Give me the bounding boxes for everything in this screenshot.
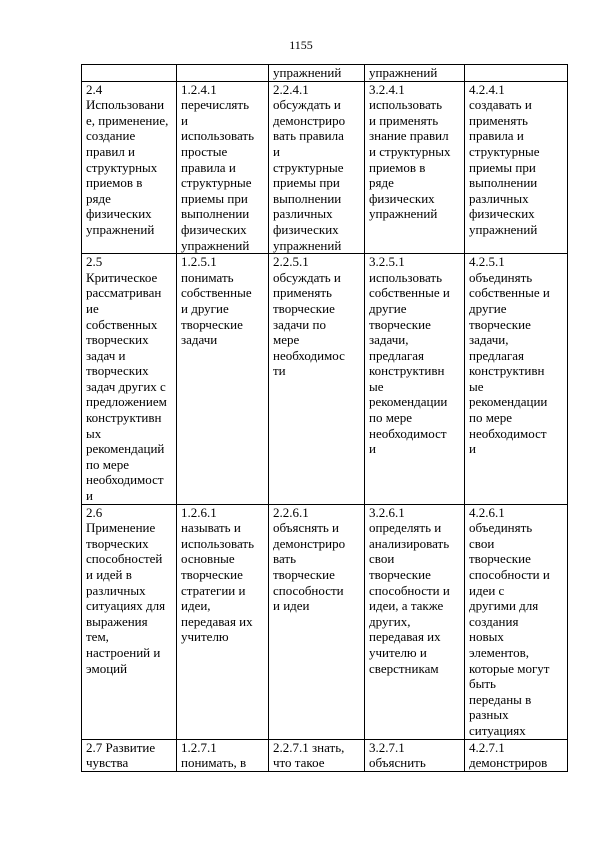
- cell-text-line: другие: [469, 300, 507, 316]
- cell-text-line: необходимост: [469, 425, 547, 441]
- cell-text-line: простые: [181, 143, 228, 159]
- cell-text-line: физических: [369, 190, 435, 206]
- cell-text-line: по мере: [369, 410, 412, 426]
- cell-text-line: передавая их: [181, 613, 253, 629]
- cell-text-line: 2.2.6.1: [273, 504, 309, 520]
- cell-text-line: 1.2.7.1: [181, 739, 217, 755]
- cell-text-line: 4.2.4.1: [469, 81, 505, 97]
- cell-text-line: различных: [273, 206, 333, 222]
- cell-text-line: новых: [469, 629, 504, 645]
- cell-text-line: и применять: [369, 112, 439, 128]
- cell-text-line: упражнений: [369, 65, 438, 80]
- cell-text-line: вать: [273, 551, 297, 567]
- cell-text-line: элементов,: [469, 644, 529, 660]
- table-row: [82, 254, 568, 505]
- table-cell: [365, 504, 465, 739]
- cell-text-line: понимать: [181, 269, 234, 285]
- cell-text-line: конструктивн: [86, 410, 162, 426]
- table-cell: [269, 65, 365, 82]
- cell-text-line: способностей: [86, 551, 163, 567]
- cell-text-line: по мере: [86, 456, 129, 472]
- cell-text-line: предлагая: [369, 347, 425, 363]
- cell-text-line: способности: [273, 582, 344, 598]
- cell-text-line: перечислять: [181, 97, 250, 113]
- cell-text-line: структурные: [181, 175, 252, 191]
- cell-text-line: выполнении: [273, 190, 342, 206]
- cell-text-line: основные: [181, 551, 235, 567]
- cell-text-line: упражнений: [273, 237, 342, 253]
- cell-text-line: рекомендаций: [86, 441, 165, 457]
- cell-text-line: конструктивн: [469, 363, 545, 379]
- table-cell: [82, 504, 177, 739]
- table-cell: [177, 81, 269, 254]
- table-cell: [465, 504, 568, 739]
- cell-text-line: рекомендации: [369, 394, 448, 410]
- cell-text-line: ые: [369, 378, 384, 394]
- cell-text-line: свои: [369, 551, 395, 567]
- cell-text-line: идеи, а также: [369, 598, 444, 614]
- cell-text-line: обсуждать и: [273, 97, 341, 113]
- cell-text-line: творческие: [469, 551, 531, 567]
- cell-text-line: задачи: [181, 332, 218, 348]
- cell-text-line: мере: [273, 332, 300, 348]
- cell-text-line: творческие: [181, 316, 243, 332]
- cell-text-line: и другие: [181, 300, 229, 316]
- cell-text-line: 1.2.5.1: [181, 254, 217, 270]
- cell-text-line: создавать и: [469, 97, 532, 113]
- cell-text-line: приемов в: [86, 175, 143, 191]
- cell-text-line: и: [86, 488, 93, 504]
- cell-text-line: эмоций: [86, 660, 128, 676]
- cell-text-line: задач и: [86, 347, 126, 363]
- cell-text-line: и идеи: [273, 598, 310, 614]
- cell-text-line: выражения: [86, 613, 148, 629]
- table-cell: [365, 739, 465, 771]
- table-cell: [269, 504, 365, 739]
- table-row: [82, 739, 568, 771]
- cell-text-line: е, применение,: [86, 112, 169, 128]
- cell-text-line: рекомендации: [469, 394, 548, 410]
- table-cell: [177, 739, 269, 771]
- cell-text-line: настроений и: [86, 644, 161, 660]
- cell-text-line: способности и: [469, 567, 550, 582]
- cell-text-line: идеи с: [469, 582, 505, 598]
- cell-text-line: разных: [469, 707, 509, 723]
- cell-text-line: творческих: [86, 332, 149, 348]
- cell-text-line: 3.2.6.1: [369, 504, 405, 520]
- table-cell: [465, 65, 568, 82]
- cell-text-line: структурные: [273, 159, 344, 175]
- cell-text-line: учителю и: [369, 644, 427, 660]
- cell-text-line: 4.2.5.1: [469, 254, 505, 270]
- standards-table: [81, 64, 568, 772]
- cell-text-line: физических: [86, 206, 152, 222]
- cell-text-line: упражнений: [469, 221, 538, 237]
- cell-text-line: конструктивн: [369, 363, 445, 379]
- cell-text-line: физических: [273, 221, 339, 237]
- standards-table-body: [82, 65, 568, 772]
- cell-text-line: демонстриров: [469, 755, 548, 771]
- cell-text-line: сверстникам: [369, 660, 439, 676]
- cell-text-line: задачи,: [469, 332, 509, 348]
- cell-text-line: что такое: [273, 755, 325, 771]
- cell-text-line: ие: [86, 300, 99, 316]
- cell-text-line: упражнений: [86, 221, 155, 237]
- cell-text-line: применять: [273, 285, 332, 301]
- cell-text-line: применять: [469, 112, 528, 128]
- cell-text-line: 3.2.5.1: [369, 254, 405, 270]
- cell-text-line: правила и: [181, 159, 236, 175]
- cell-text-line: предлагая: [469, 347, 525, 363]
- table-cell: [365, 65, 465, 82]
- cell-text-line: объединять: [469, 520, 533, 536]
- table-row: [82, 81, 568, 254]
- cell-text-line: свои: [469, 535, 495, 551]
- cell-text-line: структурных: [86, 159, 158, 175]
- cell-text-line: собственные: [181, 285, 252, 301]
- cell-text-line: быть: [469, 676, 496, 692]
- cell-text-line: демонстриро: [273, 112, 346, 128]
- cell-text-line: рассматриван: [86, 285, 162, 301]
- cell-text-line: знание правил: [369, 128, 449, 144]
- table-row: [82, 65, 568, 82]
- cell-text-line: творческие: [273, 300, 335, 316]
- table-cell: [365, 254, 465, 505]
- cell-text-line: других,: [369, 613, 411, 629]
- table-cell: [82, 65, 177, 82]
- cell-text-line: 2.4: [86, 81, 103, 97]
- cell-text-line: учителю: [181, 629, 229, 645]
- cell-text-line: объяснить: [369, 755, 426, 771]
- cell-text-line: творческие: [369, 316, 431, 332]
- cell-text-line: физических: [469, 206, 535, 222]
- cell-text-line: способности и: [369, 582, 450, 598]
- cell-text-line: 1.2.6.1: [181, 504, 217, 520]
- cell-text-line: стратегии и: [181, 582, 246, 598]
- cell-text-line: творческие: [181, 567, 243, 582]
- table-cell: [365, 81, 465, 254]
- table-cell: [465, 739, 568, 771]
- cell-text-line: объединять: [469, 269, 533, 285]
- cell-text-line: создание: [86, 128, 136, 144]
- cell-text-line: необходимост: [86, 472, 164, 488]
- cell-text-line: ые: [469, 378, 484, 394]
- table-row: [82, 504, 568, 739]
- cell-text-line: творческих: [86, 363, 149, 379]
- cell-text-line: творческие: [369, 567, 431, 582]
- cell-text-line: 4.2.7.1: [469, 739, 505, 755]
- cell-text-line: собственные и: [369, 285, 450, 301]
- cell-text-line: задачи,: [369, 332, 409, 348]
- cell-text-line: демонстриро: [273, 535, 346, 551]
- cell-text-line: творческих: [86, 535, 149, 551]
- cell-text-line: тем,: [86, 629, 109, 645]
- cell-text-line: 2.5: [86, 254, 103, 270]
- cell-text-line: предложением: [86, 394, 167, 410]
- cell-text-line: различных: [86, 582, 146, 598]
- cell-text-line: упражнений: [273, 65, 342, 80]
- cell-text-line: которые могут: [469, 660, 550, 676]
- cell-text-line: ряде: [86, 190, 111, 206]
- cell-text-line: ситуациях: [469, 722, 526, 738]
- table-cell: [269, 739, 365, 771]
- table-cell: [177, 65, 269, 82]
- cell-text-line: обсуждать и: [273, 269, 341, 285]
- cell-text-line: различных: [469, 190, 529, 206]
- table-cell: [269, 81, 365, 254]
- page-number: 1155: [289, 38, 313, 52]
- cell-text-line: приемы при: [273, 175, 340, 191]
- cell-text-line: Применение: [86, 520, 156, 536]
- cell-text-line: необходимос: [273, 347, 345, 363]
- cell-text-line: понимать, в: [181, 755, 247, 771]
- cell-text-line: чувства: [86, 755, 129, 771]
- cell-text-line: физических: [181, 221, 247, 237]
- cell-text-line: структурные: [469, 143, 540, 159]
- cell-text-line: передавая их: [369, 629, 441, 645]
- cell-text-line: другие: [369, 300, 407, 316]
- table-cell: [177, 254, 269, 505]
- table-cell: [82, 81, 177, 254]
- cell-text-line: собственных: [86, 316, 158, 332]
- cell-text-line: 1.2.4.1: [181, 81, 217, 97]
- cell-text-line: 4.2.6.1: [469, 504, 505, 520]
- cell-text-line: задач других с: [86, 378, 166, 394]
- cell-text-line: творческие: [469, 316, 531, 332]
- cell-text-line: собственные и: [469, 285, 550, 301]
- cell-text-line: использовать: [181, 128, 254, 144]
- cell-text-line: упражнений: [181, 237, 250, 253]
- cell-text-line: 2.2.7.1 знать,: [273, 739, 345, 755]
- cell-text-line: правила и: [469, 128, 524, 144]
- cell-text-line: ых: [86, 425, 102, 441]
- cell-text-line: 2.7 Развитие: [86, 739, 156, 755]
- cell-text-line: по мере: [469, 410, 512, 426]
- cell-text-line: 2.2.4.1: [273, 81, 309, 97]
- cell-text-line: анализировать: [369, 535, 450, 551]
- cell-text-line: правил и: [86, 143, 136, 159]
- cell-text-line: выполнении: [181, 206, 250, 222]
- cell-text-line: творческие: [273, 567, 335, 582]
- table-cell: [465, 254, 568, 505]
- cell-text-line: Использовани: [86, 97, 165, 113]
- cell-text-line: приемов в: [369, 159, 426, 175]
- cell-text-line: использовать: [369, 269, 442, 285]
- cell-text-line: переданы в: [469, 691, 532, 707]
- cell-text-line: выполнении: [469, 175, 538, 191]
- cell-text-line: 2.2.5.1: [273, 254, 309, 270]
- cell-text-line: и: [273, 143, 280, 159]
- cell-text-line: Критическое: [86, 269, 158, 285]
- cell-text-line: ти: [273, 363, 286, 379]
- cell-text-line: и структурных: [369, 143, 451, 159]
- cell-text-line: ряде: [369, 175, 394, 191]
- cell-text-line: и: [181, 112, 188, 128]
- cell-text-line: 2.6: [86, 504, 103, 520]
- cell-text-line: называть и: [181, 520, 241, 536]
- cell-text-line: и: [469, 441, 476, 457]
- cell-text-line: 3.2.7.1: [369, 739, 405, 755]
- cell-text-line: другими для: [469, 598, 539, 614]
- table-cell: [177, 504, 269, 739]
- cell-text-line: упражнений: [369, 206, 438, 222]
- cell-text-line: ситуациях для: [86, 598, 166, 614]
- cell-text-line: использовать: [181, 535, 254, 551]
- cell-text-line: определять и: [369, 520, 442, 536]
- cell-text-line: 3.2.4.1: [369, 81, 405, 97]
- cell-text-line: приемы при: [181, 190, 248, 206]
- cell-text-line: необходимост: [369, 425, 447, 441]
- cell-text-line: вать правила: [273, 128, 344, 144]
- cell-text-line: задачи по: [273, 316, 326, 332]
- table-cell: [269, 254, 365, 505]
- cell-text-line: и: [369, 441, 376, 457]
- cell-text-line: объяснять и: [273, 520, 340, 536]
- table-cell: [465, 81, 568, 254]
- cell-text-line: использовать: [369, 97, 442, 113]
- cell-text-line: создания: [469, 613, 519, 629]
- cell-text-line: приемы при: [469, 159, 536, 175]
- table-cell: [82, 254, 177, 505]
- cell-text-line: идеи,: [181, 598, 211, 614]
- cell-text-line: и идей в: [86, 567, 132, 582]
- table-cell: [82, 739, 177, 771]
